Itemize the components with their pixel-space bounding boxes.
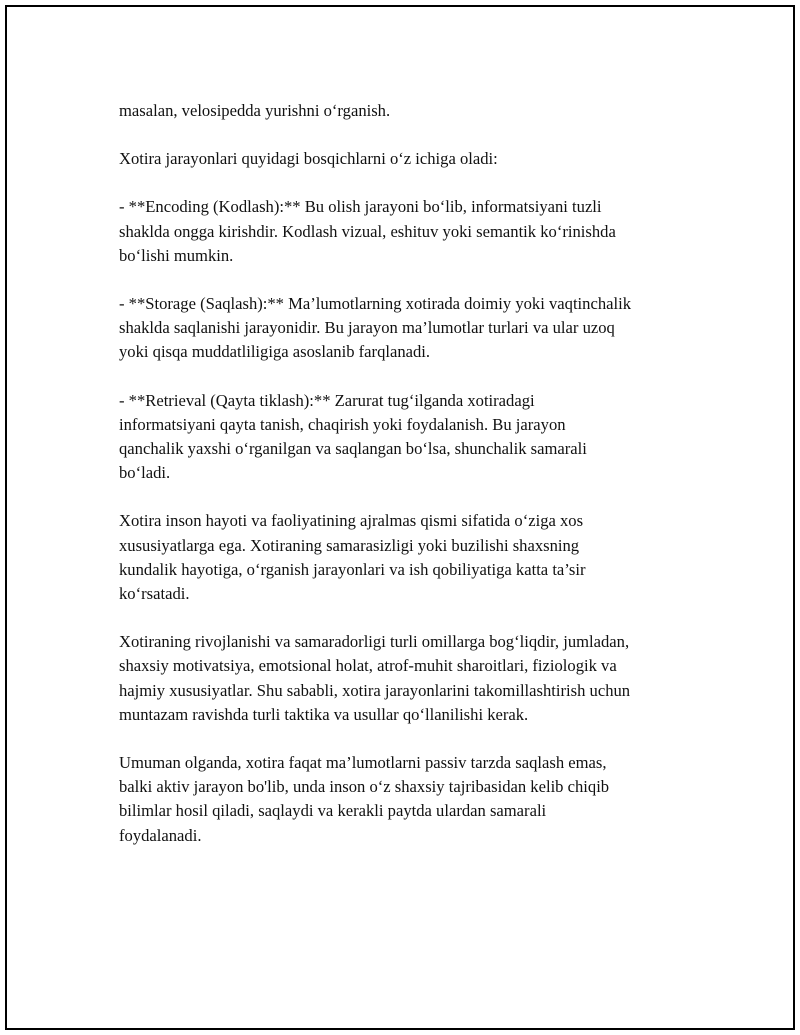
- page-frame: [5, 5, 795, 1030]
- paragraph-conclusion: Umuman olganda, xotira faqat ma’lumotlarni passiv tarzda saqlash emas, balki aktiv jarayon bo'lib, unda inson o‘z shaxsiy tajribasidan kelib chiqib bilimlar hosil qiladi, saqlaydi va kerakli paytda ulardan samarali foydalanadi.: [119, 753, 610, 845]
- paragraph-intro-continuation: masalan, velosipedda yurishni o‘rganish.: [119, 101, 391, 120]
- list-item-retrieval: - **Retrieval (Qayta tiklash):** Zarurat tug‘ilganda xotiradagi informatsiyani qayta tanish, chaqirish yoki foydalanish. Bu jarayon qanchalik yaxshi o‘rganilgan va saqlangan bo‘lsa, shunchalik samarali bo‘ladi.: [119, 390, 587, 483]
- list-item-encoding: - **Encoding (Kodlash):** Bu olish jarayoni bo‘lib, informatsiyani tuzli shaklda ongga kirishdir. Kodlash vizual, eshituv yoki semantik ko‘rinishda bo‘lishi mumkin.: [119, 197, 616, 265]
- paragraph-memory-importance: Xotira inson hayoti va faoliyatining ajralmas qismi sifatida o‘ziga xos xususiyatlarga ega. Xotiraning samarasizligi yoki buzilishi shaxsning kundalik hayotiga, o‘rganish jarayonlari va ish qobiliyatiga katta ta’sir ko‘rsatadi.: [119, 511, 586, 604]
- document-body: [119, 99, 709, 872]
- list-item-storage: - **Storage (Saqlash):** Ma’lumotlarning xotirada doimiy yoki vaqtinchalik shaklda saqlanishi jarayonidir. Bu jarayon ma’lumotlar turlari va ular uzoq yoki qisqa muddatliligiga asoslanib farqlanadi.: [119, 294, 631, 362]
- paragraph-stages-intro: Xotira jarayonlari quyidagi bosqichlarni o‘z ichiga oladi:: [119, 149, 498, 169]
- paragraph-memory-development: Xotiraning rivojlanishi va samaradorligi turli omillarga bog‘liqdir, jumladan, shaxsiy motivatsiya, emotsional holat, atrof-muhit sharoitlari, fiziologik va hajmiy xususiyatlar. Shu sababli, xotira jarayonlarini takomillashtirish uchun muntazam ravishda turli taktika va usullar qo‘llanilishi kerak.: [119, 632, 631, 724]
